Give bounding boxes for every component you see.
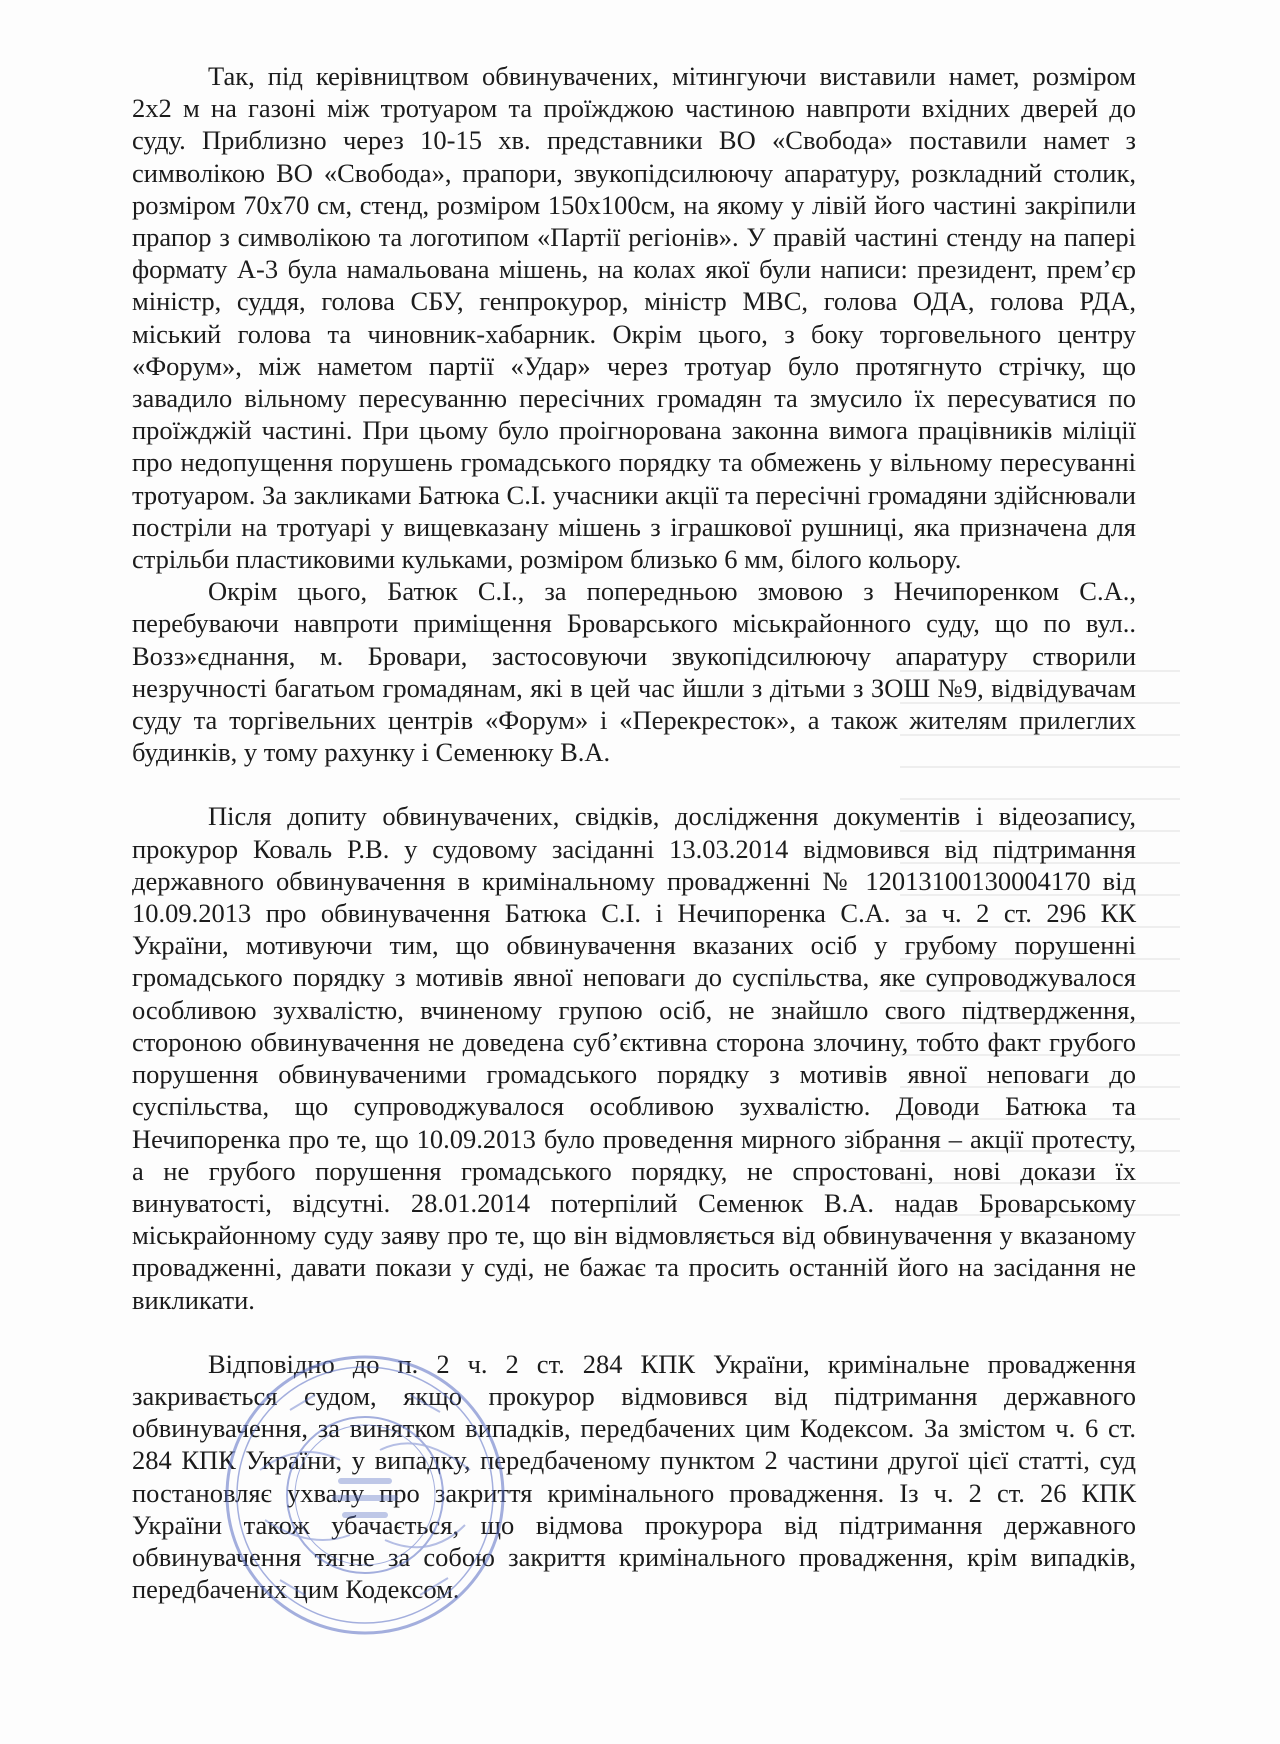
paragraph-tent-and-target: Так, під керівництвом обвинувачених, мітингуючи виставили намет, розміром 2х2 м на газоні між тротуаром та проїжджою частиною навпроти вхідних дверей до суду. Приблизно через 10-15 хв. представники ВО «Свобода» поставили намет з символікою ВО «Свобода», прапори, звукопідсилюючу апаратуру, розкладний столик, розміром 70х70 см, стенд, розміром 150х100см, на якому у лівій його частині закріпили прапор з символікою та логотипом «Партії регіонів». У правій частині стенду на папері формату А-3 була намальована мішень, на колах якої були написи: президент, прем’єр міністр, суддя, голова СБУ, генпрокурор, міністр МВС, голова ОДА, голова РДА, міський голова та чиновник-хабарник. Окрім цього, з боку торговельного центру «Форум», між наметом партії «Удар» через тротуар було протягнуто стрічку, що завадило вільному пересуванню пересічних громадян та змусило їх пересуватися по проїжджій частині. При цьому було проігнорована законна вимога працівників міліції про недопущення порушень громадського порядку та обмежень у вільному пересуванні тротуаром. За закликами Батюка С.І. учасники акції та пересічні громадяни здійснювали постріли на тротуарі у вищевказану мішень з іграшкової рушниці, яка призначена для стрільби пластиковими кульками, розміром близько 6 мм, білого кольору. xyxy=(132,61,1136,575)
paragraph-sound-equipment: Окрім цього, Батюк С.І., за попередньою змовою з Нечипоренком С.А., перебуваючи навпроти приміщення Броварського міськрайонного суду, що по вул.. Возз»єднання, м. Бровари, застосовуючи звукопідсилюючу апаратуру створили незручності багатьом громадянам, які в цей час йшли з дітьми з ЗОШ №9, відвідувачам суду та торгівельних центрів «Форум» і «Перекресток», а також жителям прилеглих будинків, у тому рахунку і Семенюку В.А. xyxy=(132,576,1136,768)
document-body xyxy=(132,60,1136,1605)
paragraph-legal-basis: Відповідно до п. 2 ч. 2 ст. 284 КПК України, кримінальне провадження закривається судом, якщо прокурор відмовився від підтримання державного обвинувачення, за винятком випадків, передбачених цим Кодексом. За змістом ч. 6 ст. 284 КПК України, у випадку, передбаченому пунктом 2 частини другої цієї статті, суд постановляє ухвалу про закриття кримінального провадження. Із ч. 2 ст. 26 КПК України також убачається, що відмова прокурора від підтримання державного обвинувачення тягне за собою закриття кримінального провадження, крім випадків, передбачених цим Кодексом. xyxy=(132,1348,1136,1605)
paragraph-prosecutor-refusal: Після допиту обвинувачених, свідків, дослідження документів і відеозапису, прокурор Коваль Р.В. у судовому засіданні 13.03.2014 відмовився від підтримання державного обвинувачення в кримінальному провадженні № 12013100130004170 від 10.09.2013 про обвинувачення Батюка С.І. і Нечипоренка С.А. за ч. 2 ст. 296 КК України, мотивуючи тим, що обвинувачення вказаних осіб у грубому порушенні громадського порядку з мотивів явної неповаги до суспільства, яке супроводжувалося особливою зухвалістю, вчиненому групою осіб, не знайшло свого підтвердження, стороною обвинувачення не доведена суб’єктивна сторона злочину, тобто факт грубого порушення обвинуваченими громадського порядку з мотивів явної неповаги до суспільства, що супроводжувалося особливою зухвалістю. Доводи Батюка та Нечипоренка про те, що 10.09.2013 було проведення мирного зібрання – акції протесту, а не грубого порушення громадського порядку, не спростовані, нові докази їх винуватості, відсутні. 28.01.2014 потерпілий Семенюк В.А. надав Броварському міськрайонному суду заяву про те, що він відмовляється від обвинувачення у вказаному провадженні, давати покази у суді, не бажає та просить останній його на засідання не викликати. xyxy=(132,801,1136,1315)
